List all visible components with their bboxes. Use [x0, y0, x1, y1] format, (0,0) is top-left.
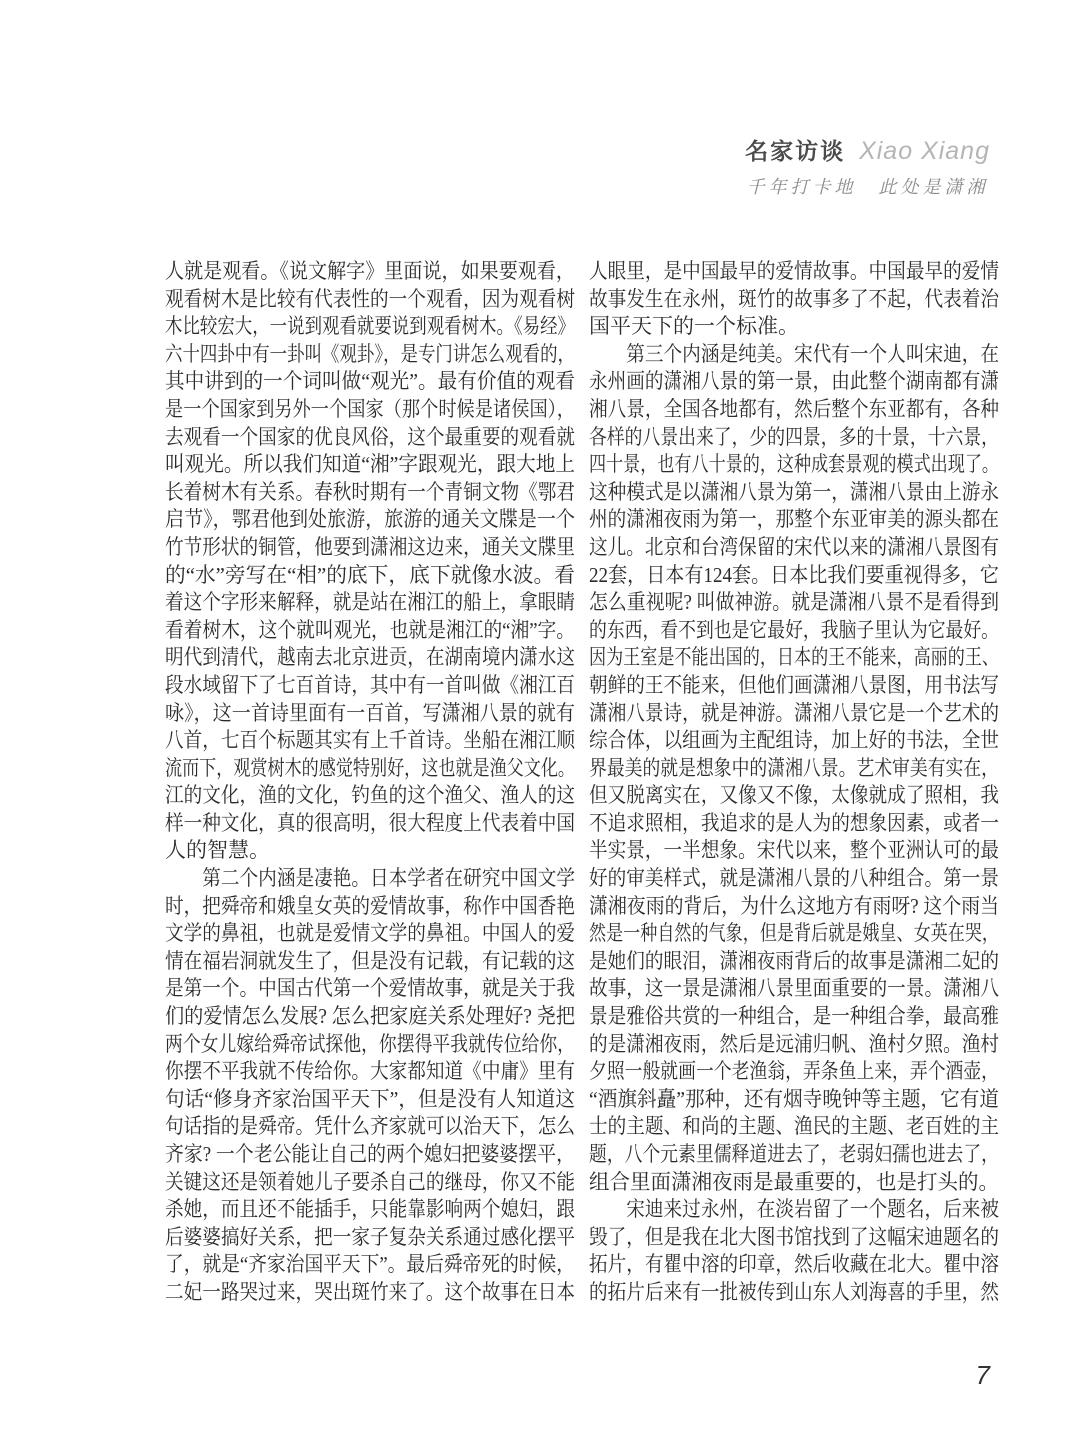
section-title-english: Xiao Xiang	[859, 137, 990, 165]
text-line: 综合体，以组画为主配组诗，加上好的书法，全世	[589, 728, 999, 753]
text-line: 22套，日本有124套。日本比我们要重视得多，它	[589, 562, 999, 587]
text-line: 长着树木有关系。春秋时期有一个青铜文物《鄂君	[165, 479, 575, 504]
text-line: 界最美的就是想象中的潇湘八景。艺术审美有实在，	[589, 755, 999, 780]
text-line: 后婆婆搞好关系，把一家子复杂关系通过感化摆平	[165, 1224, 575, 1249]
text-line: 是她们的眼泪，潇湘夜雨背后的故事是潇湘二妃的	[589, 948, 999, 973]
section-title	[745, 133, 990, 166]
section-title-chinese: 名家访谈	[745, 138, 846, 164]
text-line: 人就是观看。《说文解字》里面说，如果要观看，	[165, 259, 575, 283]
text-line: 你摆不平我就不传给你。大家都知道《中庸》里有	[165, 1059, 575, 1084]
text-line: 州的潇湘夜雨为第一，那整个东亚审美的源头都在	[589, 507, 999, 532]
text-line: 组合里面潇湘夜雨是最重要的，也是打头的。	[589, 1169, 999, 1194]
text-line: 四十景，也有八十景的，这种成套景观的模式出现了。	[589, 452, 999, 477]
text-line: 了，就是“齐家治国平天下”。最后舜帝死的时候，	[165, 1252, 575, 1277]
text-line: 是一个国家到另外一个国家（那个时候是诸侯国），	[165, 396, 575, 421]
text-line: 着这个字形来解释，就是站在湘江的船上，拿眼睛	[165, 590, 575, 615]
text-line: 半实景，一半想象。宋代以来，整个亚洲认可的最	[589, 838, 999, 863]
text-line: 六十四卦中有一卦叫《观卦》，是专门讲怎么观看的，	[165, 341, 575, 366]
text-line: 竹节形状的铜管，他要到潇湘这边来，通关文牒里	[165, 534, 575, 559]
text-line: 潇湘夜雨的背后，为什么这地方有雨呀? 这个雨当	[589, 893, 999, 918]
text-line: 样一种文化，真的很高明，很大程度上代表着中国	[165, 810, 575, 835]
text-line: 观看树木是比较有代表性的一个观看，因为观看树	[165, 286, 575, 311]
text-line: 的“水”旁写在“相”的底下，底下就像水波。看	[165, 562, 575, 587]
text-line: 第二个内涵是凄艳。日本学者在研究中国文学	[165, 866, 575, 891]
text-line: 的拓片后来有一批被传到山东人刘海喜的手里，然	[589, 1279, 999, 1304]
text-line: 因为王室是不能出国的，日本的王不能来，高丽的王、	[589, 645, 999, 670]
text-column-right	[589, 258, 999, 1307]
text-line: 这种模式是以潇湘八景为第一，潇湘八景由上游永	[589, 479, 999, 504]
text-line: 二妃一路哭过来，哭出斑竹来了。这个故事在日本	[165, 1279, 575, 1304]
text-line: 其中讲到的一个词叫做“观光”。最有价值的观看	[165, 369, 575, 394]
text-line: 江的文化，渔的文化，钓鱼的这个渔父、渔人的这	[165, 783, 575, 808]
text-line: 们的爱情怎么发展? 怎么把家庭关系处理好? 尧把	[165, 1004, 575, 1029]
text-line: 朝鲜的王不能来，但他们画潇湘八景图，用书法写	[589, 672, 999, 697]
text-line: 启节》，鄂君他到处旅游，旅游的通关文牒是一个	[165, 507, 575, 532]
text-line: 潇湘八景诗，就是神游。潇湘八景它是一个艺术的	[589, 700, 999, 725]
text-line: 人眼里，是中国最早的爱情故事。中国最早的爱情	[589, 259, 999, 283]
text-line: 士的主题、和尚的主题、渔民的主题、老百姓的主	[589, 1114, 999, 1139]
page-number: 7	[975, 1360, 990, 1390]
text-line: 情在福岩洞就发生了，但是没有记载，有记载的这	[165, 948, 575, 973]
text-line: 好的审美样式，就是潇湘八景的八种组合。第一景	[589, 866, 999, 891]
text-line: “酒旗斜矗”那种，还有烟寺晚钟等主题，它有道	[589, 1086, 999, 1111]
article-body	[165, 258, 999, 1307]
text-line: 关键这还是领着她儿子要杀自己的继母，你又不能	[165, 1169, 575, 1194]
text-line: 但又脱离实在，又像又不像，太像就成了照相，我	[589, 783, 999, 808]
text-line: 去观看一个国家的优良风俗，这个最重要的观看就	[165, 424, 575, 449]
text-line: 句话“修身齐家治国平天下”，但是没有人知道这	[165, 1086, 575, 1111]
text-line: 宋迪来过永州，在淡岩留了一个题名，后来被	[589, 1197, 999, 1222]
text-line: 是第一个。中国古代第一个爱情故事，就是关于我	[165, 976, 575, 1001]
text-line: 文学的鼻祖，也就是爱情文学的鼻祖。中国人的爱	[165, 921, 575, 946]
text-line: 第三个内涵是纯美。宋代有一个人叫宋迪，在	[589, 341, 999, 366]
text-line: 时，把舜帝和娥皇女英的爱情故事，称作中国香艳	[165, 893, 575, 918]
text-line: 明代到清代，越南去北京进贡，在湖南境内潇水这	[165, 645, 575, 670]
text-column-left	[165, 258, 575, 1307]
text-line: 故事，这一景是潇湘八景里面重要的一景。潇湘八	[589, 976, 999, 1001]
text-line: 木比较宏大，一说到观看就要说到观看树木。《易经》	[165, 314, 575, 339]
text-line: 这儿。北京和台湾保留的宋代以来的潇湘八景图有	[589, 534, 999, 559]
text-line: 段水域留下了七百首诗，其中有一首叫做《湘江百	[165, 672, 575, 697]
text-line: 拓片，有瞿中溶的印章，然后收藏在北大。瞿中溶	[589, 1252, 999, 1277]
text-line: 的是潇湘夜雨，然后是远浦归帆、渔村夕照。渔村	[589, 1031, 999, 1056]
text-line: 两个女儿嫁给舜帝试探他，你摆得平我就传位给你，	[165, 1031, 575, 1056]
text-line: 八首，七百个标题其实有上千首诗。坐船在湘江顺	[165, 728, 575, 753]
text-line: 各样的八景出来了，少的四景，多的十景，十六景，	[589, 424, 999, 449]
text-line: 国平天下的一个标准。	[589, 314, 799, 339]
text-line: 咏》，这一首诗里面有一百首，写潇湘八景的就有	[165, 700, 575, 725]
text-line: 故事发生在永州，斑竹的故事多了不起，代表着治	[589, 286, 999, 311]
text-line: 题，八个元素里儒释道进去了，老弱妇孺也进去了，	[589, 1142, 999, 1166]
text-line: 毁了，但是我在北大图书馆找到了这幅宋迪题名的	[589, 1224, 999, 1249]
text-line: 看着树木，这个就叫观光，也就是湘江的“湘”字。	[165, 617, 575, 642]
text-line: 夕照一般就画一个老渔翁，弄条鱼上来，弄个酒壶，	[589, 1059, 999, 1084]
section-tagline: 千年打卡地 此处是潇湘	[746, 177, 989, 197]
text-line: 人的智慧。	[165, 838, 270, 863]
text-line: 景是雅俗共赏的一种组合，是一种组合拳，最高雅	[589, 1004, 999, 1029]
text-line: 不追求照相，我追求的是人为的想象因素，或者一	[589, 810, 999, 835]
text-line: 杀她，而且还不能插手，只能靠影响两个媳妇，跟	[165, 1197, 575, 1222]
text-line: 齐家? 一个老公能让自己的两个媳妇把婆婆摆平，	[165, 1142, 575, 1166]
page-header	[745, 133, 990, 199]
text-line: 流而下，观赏树木的感觉特别好，这也就是渔父文化。	[165, 755, 575, 780]
text-line: 叫观光。所以我们知道“湘”字跟观光，跟大地上	[165, 452, 575, 477]
text-line: 湘八景，全国各地都有，然后整个东亚都有，各种	[589, 396, 999, 421]
text-line: 永州画的潇湘八景的第一景，由此整个湖南都有潇	[589, 369, 999, 394]
text-line: 的东西，看不到也是它最好，我脑子里认为它最好。	[589, 617, 999, 642]
text-line: 然是一种自然的气象，但是背后就是娥皇、女英在哭，	[589, 921, 999, 946]
text-line: 怎么重视呢? 叫做神游。就是潇湘八景不是看得到	[589, 590, 999, 615]
text-line: 句话指的是舜帝。凭什么齐家就可以治天下，怎么	[165, 1114, 575, 1139]
